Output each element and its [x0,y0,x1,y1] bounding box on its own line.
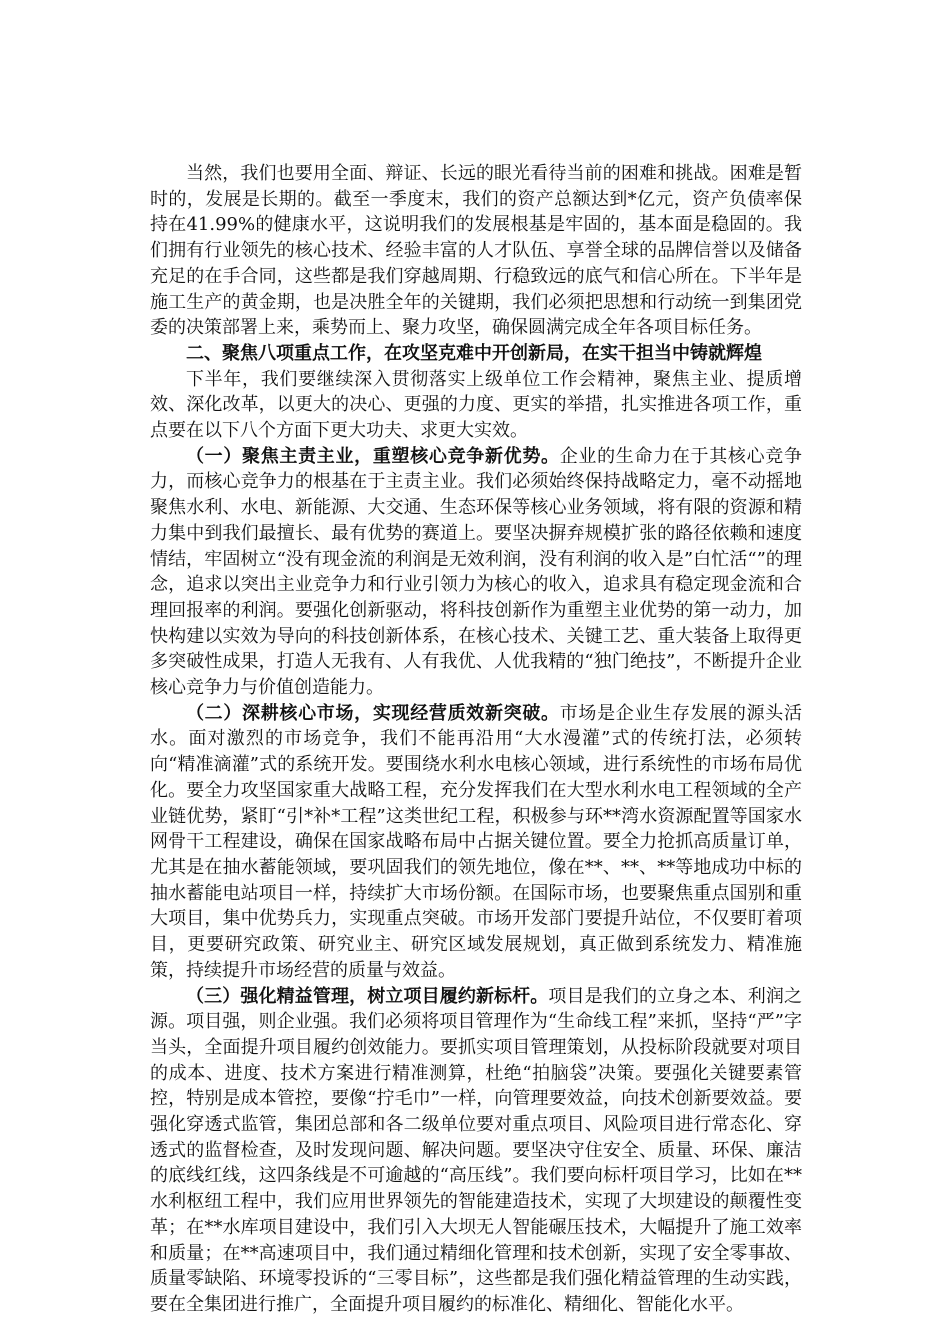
heading-text: 二、聚焦八项重点工作，在攻坚克难中开创新局，在实干担当中铸就辉煌 [186,342,762,364]
paragraph-text: 下半年，我们要继续深入贯彻落实上级单位工作会精神，聚焦主业、提质增效、深化改革，以更大的决心、更强的力度、更实的举措，扎实推进各项工作，重点要在以下八个方面下更大功夫、求更大实效。 [150,368,802,442]
paragraph-text: 市场是企业生存发展的源头活水。面对激烈的市场竞争，我们不能再沿用“大水漫灌”式的传统打法，必须转向“精准滴灌”式的系统开发。要围绕水利水电核心领域，进行系统性的市场布局优化。要全力攻坚国家重大战略工程，充分发挥我们在大型水利水电工程领域的全产业链优势，紧盯“引*补*工程”这类世纪工程，积极参与环**湾水资源配置等国家水网骨干工程建设，确保在国家战略布局中占据关键位置。要全力抢抓高质量订单，尤其是在抽水蓄能领域，要巩固我们的领先地位，像在**、**、**等地成功中标的抽水蓄能电站项目一样，持续扩大市场份额。在国际市场，也要聚焦重点国别和重大项目，集中优势兵力，实现重点突破。市场开发部门要提升站位，不仅要盯着项目，更要研究政策、研究业主、研究区域发展规划，真正做到系统发力、精准施策，持续提升市场经营的质量与效益。 [150,702,802,981]
subsection-title-1: （一）聚焦主责主业，重塑核心竞争新优势。 [186,445,560,467]
body-paragraph-5 [150,984,802,1318]
document-page [150,161,802,1318]
paragraph-text: 项目是我们的立身之本、利润之源。项目强，则企业强。我们必须将项目管理作为“生命线工程”来抓，坚持“严”字当头，全面提升项目履约创效能力。要抓实项目管理策划，从投标阶段就要对项目的成本、进度、技术方案进行精准测算，杜绝“拍脑袋”决策。要强化关键要素管控，特别是成本管控，要像“拧毛巾”一样，向管理要效益，向技术创新要效益。要强化穿透式监管，集团总部和各二级单位要对重点项目、风险项目进行常态化、穿透式的监督检查，及时发现问题、解决问题。要坚决守住安全、质量、环保、廉洁的底线红线，这四条线是不可逾越的“高压线”。我们要向标杆项目学习，比如在**水利枢纽工程中，我们应用世界领先的智能建造技术，实现了大坝建设的颠覆性变革；在**水库项目建设中，我们引入大坝无人智能碾压技术，大幅提升了施工效率和质量；在**高速项目中，我们通过精细化管理和技术创新，实现了安全零事故、质量零缺陷、环境零投诉的“三零目标”，这些都是我们强化精益管理的生动实践，要在全集团进行推广，全面提升项目履约的标准化、精细化、智能化水平。 [150,985,802,1315]
body-paragraph-4 [150,701,802,984]
paragraph-text: 当然，我们也要用全面、辩证、长远的眼光看待当前的困难和挑战。困难是暂时的，发展是长期的。截至一季度末，我们的资产总额达到*亿元，资产负债率保持在41.99%的健康水平，这说明我们的发展根基是牢固的，基本面是稳固的。我们拥有行业领先的核心技术、经验丰富的人才队伍、享誉全球的品牌信誉以及储备充足的在手合同，这些都是我们穿越周期、行稳致远的底气和信心所在。下半年是施工生产的黄金期，也是决胜全年的关键期，我们必须把思想和行动统一到集团党委的决策部署上来，乘势而上、聚力攻坚，确保圆满完成全年各项目标任务。 [150,163,802,339]
section-heading-2 [150,341,802,367]
subsection-title-2: （二）深耕核心市场，实现经营质效新突破。 [186,702,560,724]
body-paragraph-2 [150,367,802,444]
body-paragraph-3 [150,444,802,701]
subsection-title-3: （三）强化精益管理，树立项目履约新标杆。 [186,985,549,1007]
body-paragraph-1 [150,161,802,341]
paragraph-text: 企业的生命力在于其核心竞争力，而核心竞争力的根基在于主责主业。我们必须始终保持战略定力，毫不动摇地聚焦水利、水电、新能源、大交通、生态环保等核心业务领域，将有限的资源和精力集中到我们最擅长、最有优势的赛道上。要坚决摒弃规模扩张的路径依赖和速度情结，牢固树立“没有现金流的利润是无效利润，没有利润的收入是”白忙活“”的理念，追求以突出主业竞争力和行业引领力为核心的收入，追求具有稳定现金流和合理回报率的利润。要强化创新驱动，将科技创新作为重塑主业优势的第一动力，加快构建以实效为导向的科技创新体系，在核心技术、关键工艺、重大装备上取得更多突破性成果，打造人无我有、人有我优、人优我精的“独门绝技”，不断提升企业核心竞争力与价值创造能力。 [150,445,802,699]
